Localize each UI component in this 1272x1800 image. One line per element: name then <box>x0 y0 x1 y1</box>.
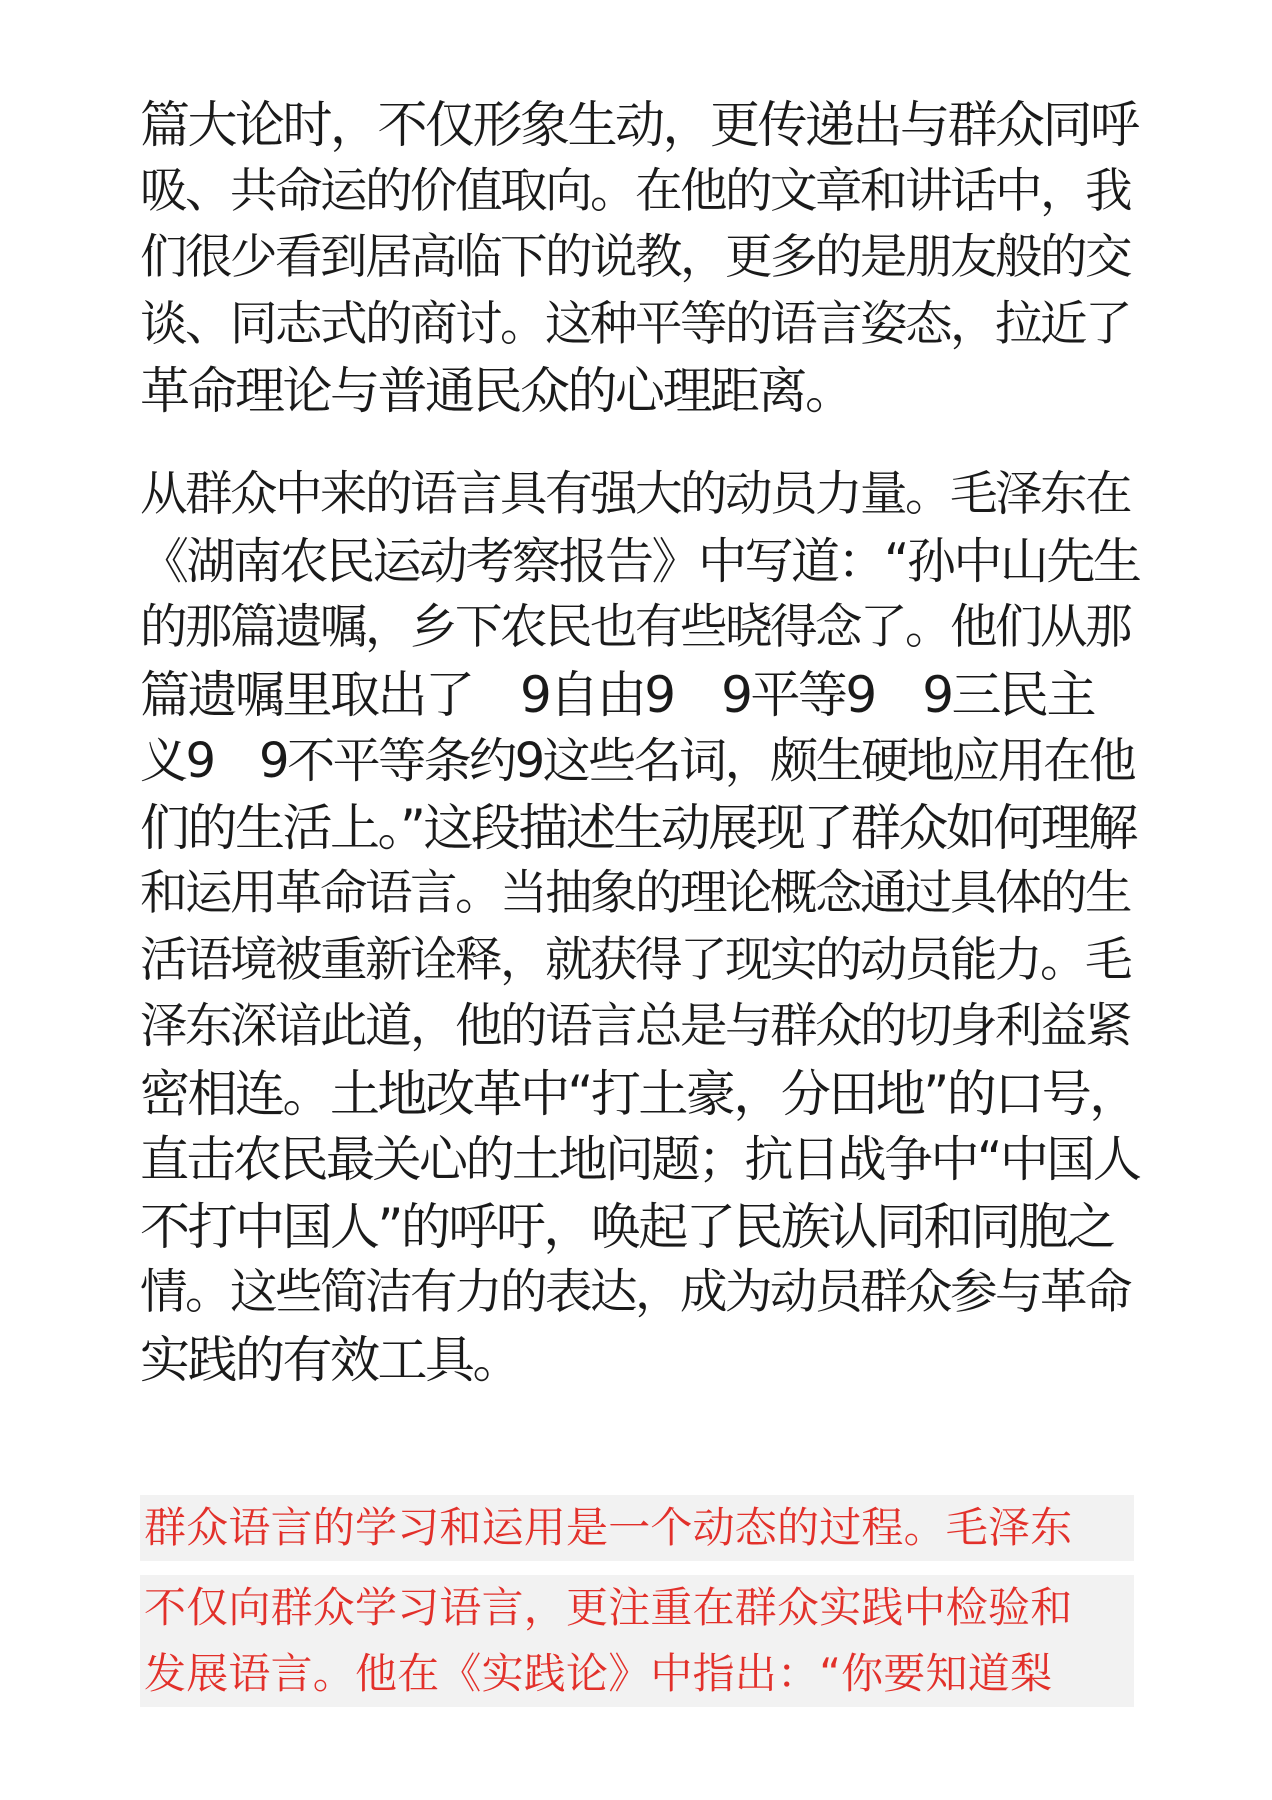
highlighted-line: 发展语言。他在《实践论》中指出：“你要知道梨 <box>140 1641 1134 1707</box>
text-line: 们的生活上。”这段描述生动展现了群众如何理解 <box>140 798 1136 857</box>
paragraph-1 <box>140 92 1140 425</box>
highlighted-paragraph <box>140 1495 1134 1707</box>
text-line: 革命理论与普通民众的心理距离。 <box>140 362 853 420</box>
text-line: 们很少看到居高临下的说教，更多的是朋友般的交 <box>140 230 1130 285</box>
text-line: 活语境被重新诠释，就获得了现实的动员能力。毛 <box>140 932 1130 988</box>
text-line: 谈、同志式的商讨。这种平等的语言姿态，拉近了 <box>140 296 1130 352</box>
text-line: 的那篇遗嘱，乡下农民也有些晓得念了。他们从那 <box>140 600 1130 655</box>
line-gap <box>140 1561 1134 1575</box>
paragraph-2 <box>140 462 1140 1393</box>
text-line: 篇大论时，不仅形象生动，更传递出与群众同呼 <box>140 96 1138 154</box>
highlighted-line: 不仅向群众学习语言，更注重在群众实践中检验和 <box>140 1575 1134 1641</box>
text-line: 篇遗嘱里取出了 9自由9 9平等9 9三民主 <box>140 665 1095 724</box>
text-line: 从群众中来的语言具有强大的动员力量。毛泽东在 <box>140 467 1130 522</box>
text-line: 直击农民最关心的土地问题；抗日战争中“中国人 <box>140 1131 1140 1188</box>
text-line: 吸、共命运的价值取向。在他的文章和讲话中，我 <box>140 163 1130 219</box>
text-line: 密相连。土地改革中“打土豪，分田地”的口号， <box>140 1064 1137 1123</box>
text-line: 情。这些简洁有力的表达，成为动员群众参与革命 <box>140 1265 1130 1320</box>
text-line: 实践的有效工具。 <box>140 1330 520 1389</box>
text-line: 不打中国人”的呼吁，唤起了民族认同和同胞之 <box>140 1197 1114 1256</box>
text-line: 和运用革命语言。当抽象的理论概念通过具体的生 <box>140 866 1130 921</box>
text-line: 《湖南农民运动考察报告》中写道：“孙中山先生 <box>140 532 1140 590</box>
highlighted-line: 群众语言的学习和运用是一个动态的过程。毛泽东 <box>140 1495 1134 1561</box>
text-line: 泽东深谙此道，他的语言总是与群众的切身利益紧 <box>140 999 1130 1054</box>
text-line: 义9 9不平等条约9这些名词，颇生硬地应用在他 <box>140 733 1135 789</box>
